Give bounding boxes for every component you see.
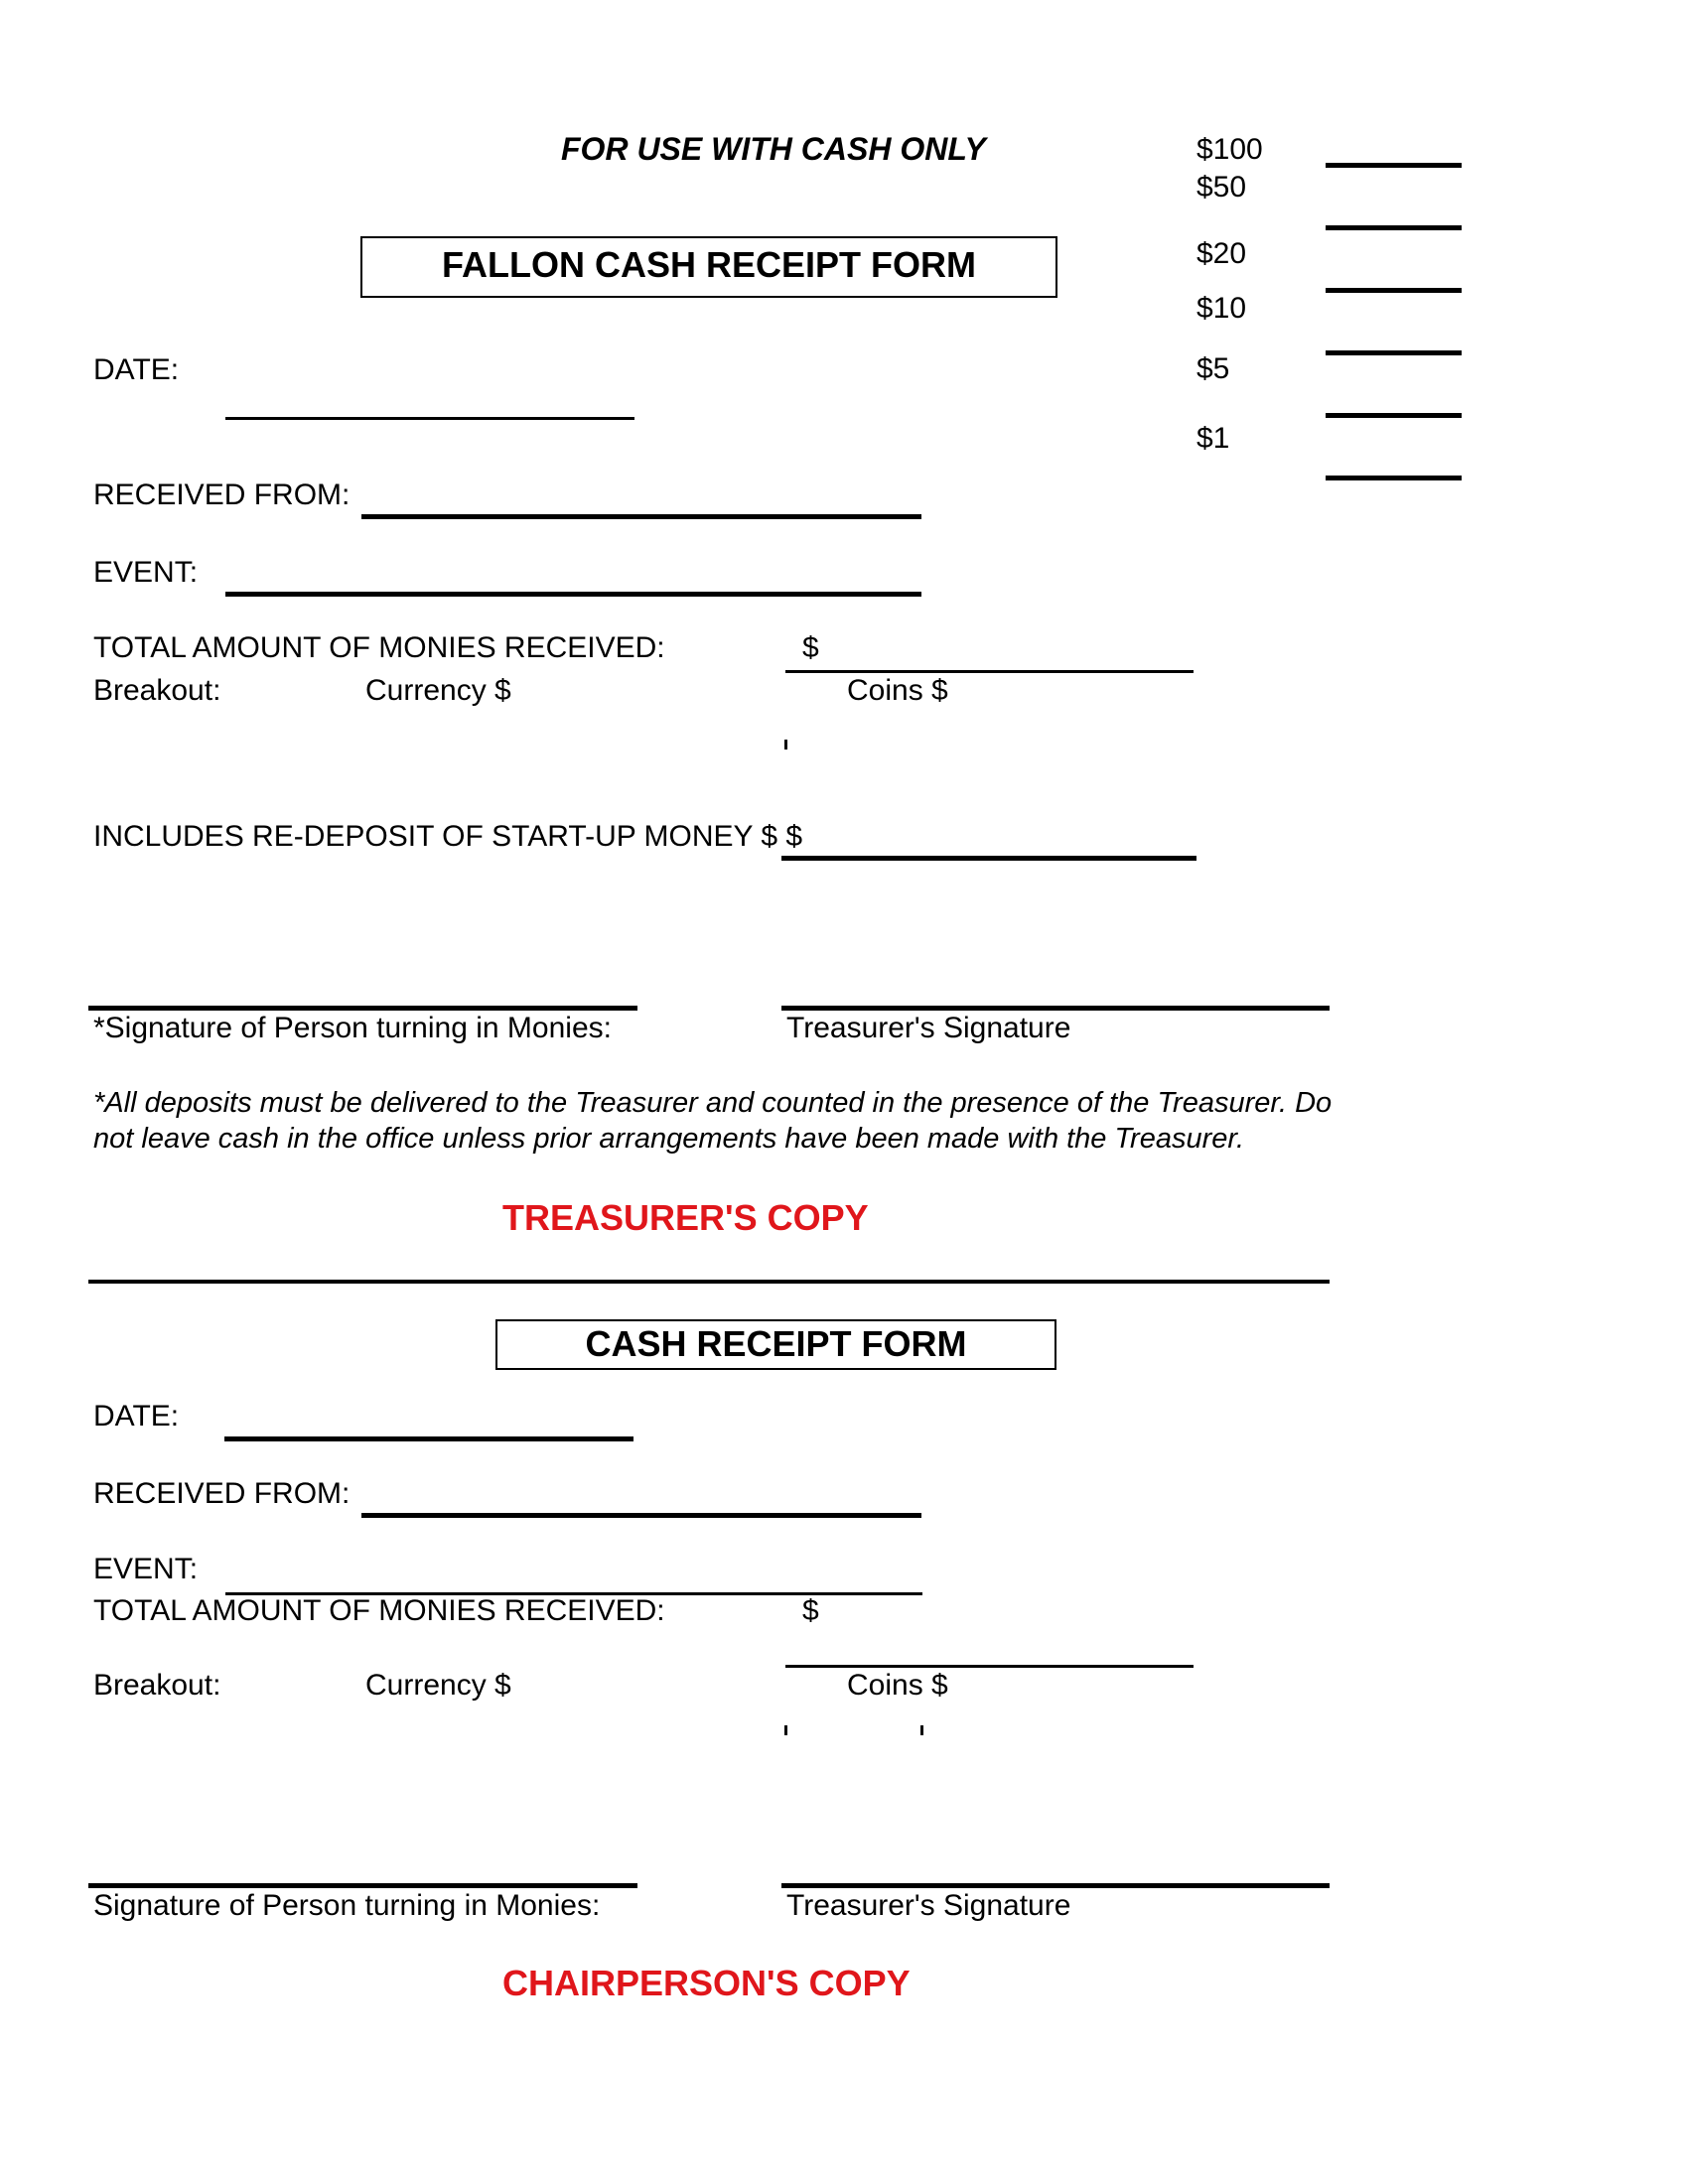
denomination-1-line[interactable]: [1326, 476, 1462, 480]
coins-label: Coins $: [847, 674, 948, 707]
currency-label: Currency $: [365, 674, 511, 707]
redeposit-field[interactable]: [781, 856, 1196, 861]
form-title-box: [495, 1319, 1056, 1370]
event-label: EVENT:: [93, 556, 199, 589]
total-amount-field[interactable]: [785, 1665, 1194, 1668]
denomination-label: $50: [1196, 171, 1247, 204]
person-signature-field[interactable]: [88, 1006, 637, 1011]
date-field[interactable]: [225, 417, 634, 420]
person-signature-field[interactable]: [88, 1883, 637, 1888]
breakout-label: Breakout:: [93, 1669, 221, 1702]
received-from-field[interactable]: [361, 514, 921, 519]
person-signature-label: *Signature of Person turning in Monies:: [93, 1012, 612, 1044]
denomination-50-line[interactable]: [1326, 225, 1462, 230]
received-from-field[interactable]: [361, 1513, 921, 1518]
treasurer-signature-field[interactable]: [781, 1883, 1330, 1888]
total-amount-field[interactable]: [785, 670, 1194, 673]
section-divider: [88, 1280, 1330, 1284]
form-title-box: [360, 236, 1057, 298]
person-signature-label: Signature of Person turning in Monies:: [93, 1889, 601, 1922]
event-field[interactable]: [225, 592, 921, 597]
event-label: EVENT:: [93, 1553, 199, 1585]
denomination-label: $20: [1196, 237, 1247, 270]
redeposit-label: INCLUDES RE-DEPOSIT OF START-UP MONEY $ $: [93, 820, 803, 853]
denomination-10-line[interactable]: [1326, 350, 1462, 355]
treasurer-signature-label: Treasurer's Signature: [786, 1889, 1071, 1922]
coins-field-mark: [920, 1725, 923, 1735]
received-from-label: RECEIVED FROM:: [93, 1477, 351, 1510]
coins-label: Coins $: [847, 1669, 948, 1702]
date-field[interactable]: [224, 1436, 633, 1441]
denomination-label: $5: [1196, 352, 1230, 385]
denomination-label: $100: [1196, 133, 1263, 166]
total-amount-label: TOTAL AMOUNT OF MONIES RECEIVED:: [93, 631, 665, 664]
total-amount-currency: $: [802, 1594, 819, 1627]
received-from-label: RECEIVED FROM:: [93, 478, 351, 511]
treasurers-copy-label: TREASURER'S COPY: [502, 1197, 869, 1238]
cash-only-heading: FOR USE WITH CASH ONLY: [561, 131, 986, 167]
deposit-note: *All deposits must be delivered to the Treasurer and counted in the presence of the Treasurer. Do not leave cash in the office unless prior arrangements have been made with the Treasurer.: [93, 1087, 1333, 1155]
currency-field-mark: [784, 1725, 787, 1735]
denomination-5-line[interactable]: [1326, 413, 1462, 418]
chairpersons-copy-label: CHAIRPERSON'S COPY: [502, 1963, 911, 2003]
treasurer-signature-field[interactable]: [781, 1006, 1330, 1011]
breakout-label: Breakout:: [93, 674, 221, 707]
form-title: CASH RECEIPT FORM: [585, 1323, 967, 1364]
denomination-20-line[interactable]: [1326, 288, 1462, 293]
currency-field-mark: [784, 740, 787, 750]
denomination-100-line[interactable]: [1326, 163, 1462, 168]
form-title: FALLON CASH RECEIPT FORM: [442, 244, 976, 285]
treasurer-signature-label: Treasurer's Signature: [786, 1012, 1071, 1044]
date-label: DATE:: [93, 353, 180, 386]
date-label: DATE:: [93, 1400, 180, 1433]
currency-label: Currency $: [365, 1669, 511, 1702]
denomination-label: $10: [1196, 292, 1247, 325]
total-amount-label: TOTAL AMOUNT OF MONIES RECEIVED:: [93, 1594, 665, 1627]
total-amount-currency: $: [802, 631, 819, 664]
denomination-label: $1: [1196, 422, 1230, 455]
